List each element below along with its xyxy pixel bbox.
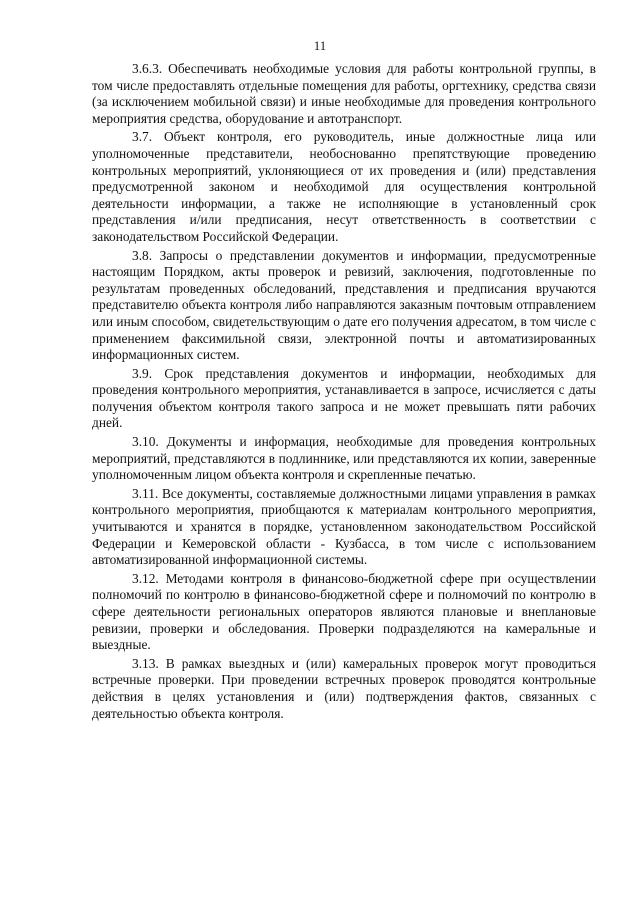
page-number: 11	[313, 38, 327, 53]
document-body	[92, 61, 596, 724]
paragraph-3-9: 3.9. Срок представления документов и информации, необходимых для проведения контрольного мероприятия, устанавливается в запросе, исчисляется с даты получения объектом контроля такого запроса и не может превышать пяти рабочих дней.	[92, 365, 596, 431]
paragraph-3-10: 3.10. Документы и информация, необходимые для проведения контрольных мероприятий, представляются в подлиннике, или представляются их копии, заверенные уполномоченным лицом объекта контроля и скрепленные печатью.	[92, 434, 596, 483]
paragraph-3-12: 3.12. Методами контроля в финансово-бюджетной сфере при осуществлении полномочий по контролю в финансово-бюджетной сфере и полномочий по контролю в сфере деятельности региональных операторов являются плановые и внеплановые ревизии, проверки и обследования. Проверки подразделяются на камеральные и выездные.	[92, 570, 596, 653]
paragraph-3-7: 3.7. Объект контроля, его руководитель, иные должностные лица или уполномоченные представители, необоснованно препятствующие проведению контрольных мероприятий, уклоняющиеся от их проведения и (или) представления предусмотренной законом и необходимой для осуществления контрольной деятельности информации, а также не исполняющие в установленный срок представления и/или предписания, несут ответственность в соответствии с законодательством Российской Федерации.	[92, 129, 596, 244]
paragraph-3-13: 3.13. В рамках выездных и (или) камеральных проверок могут проводиться встречные проверки. При проведении встречных проверок проводятся контрольные действия в целях установления и (или) подтверждения фактов, связанных с деятельностью объекта контроля.	[92, 655, 596, 721]
paragraph-3-6-3: 3.6.3. Обеспечивать необходимые условия для работы контрольной группы, в том числе предоставлять отдельные помещения для работы, оргтехнику, средства связи (за исключением мобильной связи) и иные необходимые для проведения контрольного мероприятия средства, оборудование и автотранспорт.	[92, 61, 596, 126]
paragraph-3-11: 3.11. Все документы, составляемые должностными лицами управления в рамках контрольного мероприятия, приобщаются к материалам контрольного мероприятия, учитываются и хранятся в порядке, установленном законодательством Российской Федерации и Кемеровской области - Кузбасса, в том числе с использованием автоматизированной информационной системы.	[92, 485, 596, 568]
paragraph-3-8: 3.8. Запросы о представлении документов и информации, предусмотренные настоящим Порядком, акты проверок и ревизий, заключения, подготовленные по результатам проведенных обследований, представления и предписания вручаются представителю объекта контроля либо направляются заказным почтовым отправлением или иным способом, свидетельствующим о дате его получения адресатом, в том числе с применением факсимильной связи, электронной почты и автоматизированных информационных систем.	[92, 247, 596, 363]
